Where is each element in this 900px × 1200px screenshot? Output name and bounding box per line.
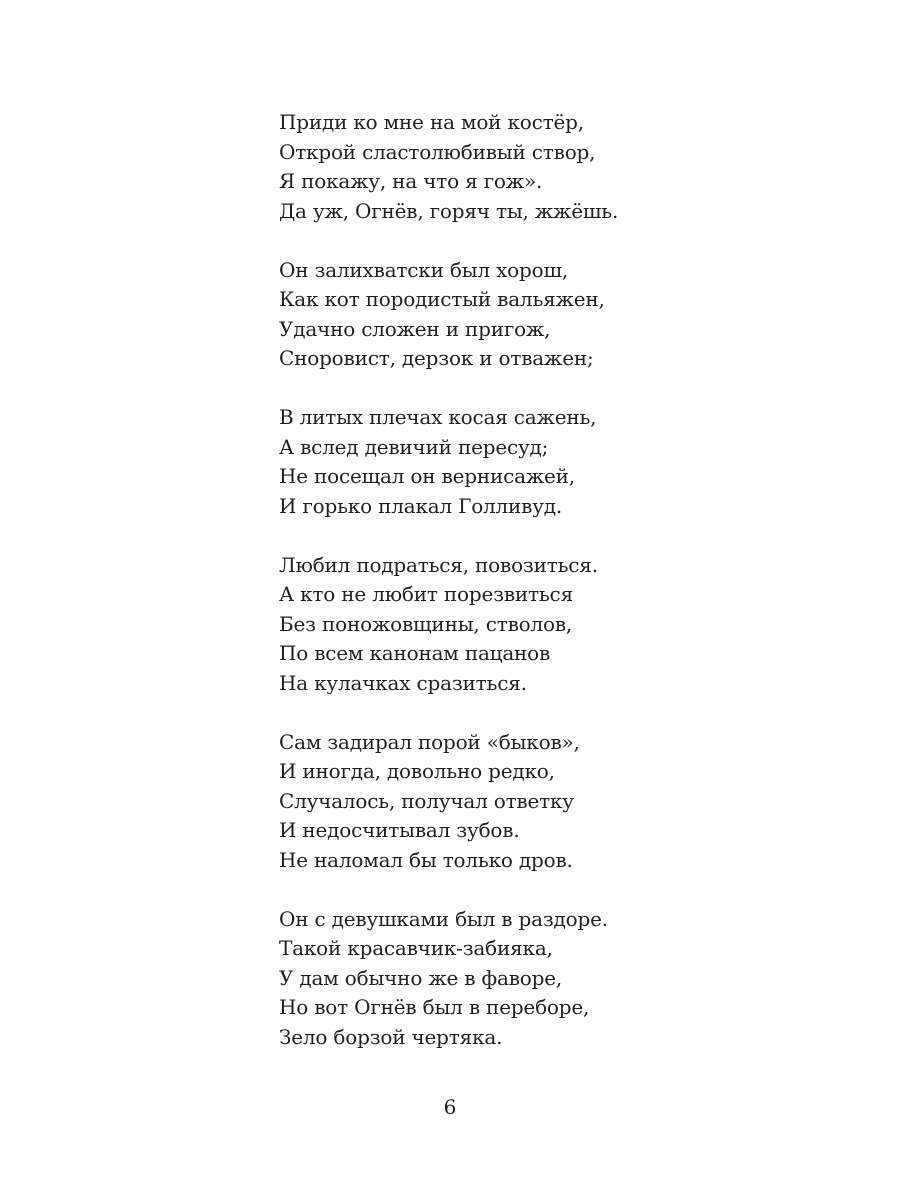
poem-line: А кто не любит порезвиться [279,582,573,606]
stanza-1 [279,108,839,226]
stanza-3 [279,403,839,521]
poem-line: Открой сластолюбивый створ, [279,139,596,164]
poem-line: Он с девушками был в раздоре. [279,906,608,931]
poem-line: Но вот Огнёв был в переборе, [279,995,590,1019]
poem-line: Как кот породистый вальяжен, [279,287,605,311]
poem-line: И иногда, довольно редко, [279,759,555,783]
poem-line: Удачно сложен и пригож, [279,316,551,341]
page-number: 6 [443,1095,457,1119]
poem-line: И недосчитывал зубов. [279,818,520,842]
poem-line: На кулачках сразиться. [279,670,527,695]
stanza-4 [279,551,839,699]
poem-line: Не посещал он вернисажей, [279,464,575,488]
stanza-5 [279,728,839,876]
poem-line: Случалось, получал ответку [279,788,574,813]
poem-line: А вслед девичий пересуд; [279,434,549,459]
poem-line: Зело борзой чертяка. [279,1024,503,1049]
poem-line: Приди ко мне на мой костёр, [279,110,584,134]
poem-line: По всем канонам пацанов [279,641,551,665]
poem-line: Любил подраться, повозиться. [279,552,598,577]
poem-line: У дам обычно же в фаворе, [279,965,562,990]
poem-line: Не наломал бы только дров. [279,847,573,872]
poem-line: Сноровист, дерзок и отважен; [279,346,594,370]
poem-line: Такой красавчик-забияка, [279,936,553,960]
poem-line: В литых плечах косая сажень, [279,405,597,429]
poem-line: Он залихватски был хорош, [279,257,569,282]
stanza-2 [279,256,839,374]
poem-line: Да уж, Огнёв, горяч ты, жжёшь. [279,198,619,223]
stanza-6 [279,905,839,1053]
poem-line: Сам задирал порой «быков», [279,729,580,754]
poem [279,108,839,1082]
poem-line: Без поножовщины, стволов, [279,611,573,636]
poem-line: Я покажу, на что я гож». [279,169,543,193]
poem-line: И горько плакал Голливуд. [279,493,563,518]
